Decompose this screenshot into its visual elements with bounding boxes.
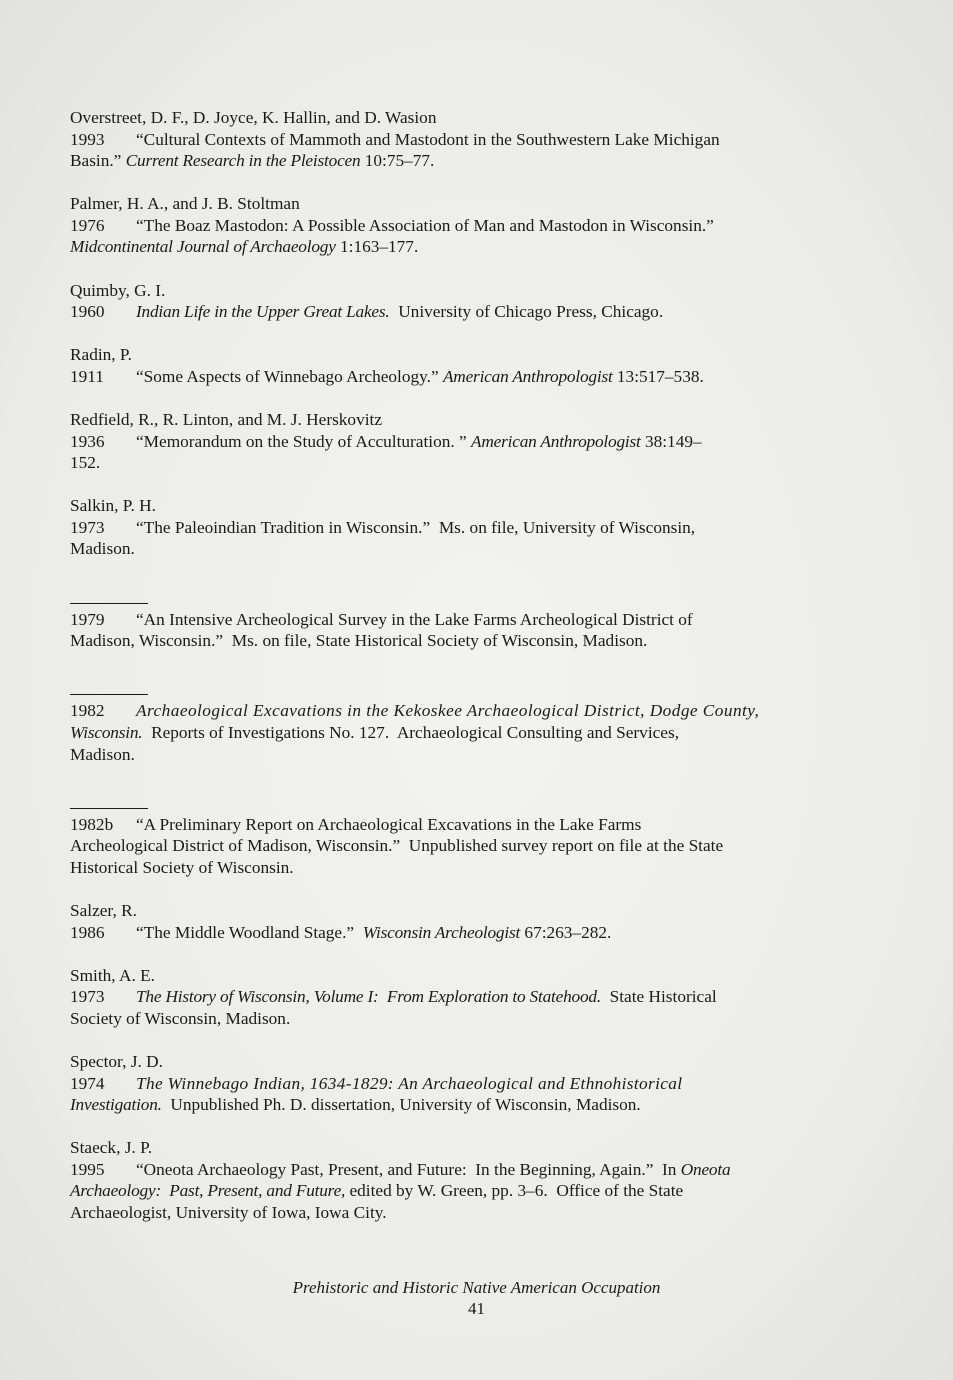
reference-text: University of Chicago Press, Chicago. (389, 302, 664, 322)
reference-text: “Memorandum on the Study of Acculturation. ” (136, 431, 471, 451)
reference-author: Salkin, P. H. (70, 496, 156, 516)
reference-author: Smith, A. E. (70, 965, 155, 985)
reference-year: 1960 (70, 302, 105, 322)
reference-text: Madison, Wisconsin.” Ms. on file, State Historical Society of Wisconsin, Madison. (70, 631, 648, 651)
reference-text: “Oneota Archaeology Past, Present, and Future: In the Beginning, Again.” In (136, 1159, 681, 1179)
reference-entry (70, 1137, 870, 1223)
reference-book-title: The Winnebago Indian, 1634-1829: An Archaeological and Ethnohistorical (136, 1073, 683, 1093)
reference-author: Staeck, J. P. (70, 1138, 153, 1158)
reference-entry (70, 900, 870, 943)
reference-journal: Current Research in the Pleistocen (125, 151, 361, 171)
reference-year: 1973 (70, 987, 105, 1007)
reference-year: 1936 (70, 431, 105, 451)
reference-entry (70, 965, 870, 1030)
footer-title: Prehistoric and Historic Native American Occupation (292, 1278, 661, 1297)
same-author-rule (70, 792, 148, 814)
reference-text: Archeological District of Madison, Wisconsin.” Unpublished survey report on file at the State (70, 836, 724, 856)
reference-book-title: Investigation. (70, 1095, 162, 1115)
reference-journal: Wisconsin Archeologist (362, 922, 521, 942)
reference-text: “A Preliminary Report on Archaeological Excavations in the Lake Farms (136, 814, 642, 834)
reference-text: Basin.” (70, 151, 126, 171)
reference-text: Madison. (70, 539, 135, 559)
reference-text: 10:75–77. (360, 151, 435, 171)
reference-author: Overstreet, D. F., D. Joyce, K. Hallin, and D. Wasion (70, 108, 437, 127)
reference-author: Redfield, R., R. Linton, and M. J. Herskovitz (70, 409, 382, 429)
reference-text: State Historical (601, 987, 717, 1007)
reference-book-title: Archaeological Excavations in the Kekoskee Archaeological District, Dodge County, (136, 701, 760, 721)
reference-author: Palmer, H. A., and J. B. Stoltman (70, 194, 300, 214)
reference-author: Spector, J. D. (70, 1052, 163, 1071)
reference-entry (70, 792, 870, 878)
reference-author: Salzer, R. (70, 901, 137, 921)
reference-entry (70, 587, 870, 652)
reference-entry (70, 107, 870, 172)
reference-text: “The Boaz Mastodon: A Possible Association of Man and Mastodon in Wisconsin.” (136, 215, 714, 235)
reference-year: 1993 (70, 129, 105, 149)
reference-text: edited by W. Green, pp. 3–6. Office of the State (345, 1181, 684, 1201)
reference-year: 1982b (70, 814, 114, 834)
reference-text: 67:263–282. (520, 922, 612, 942)
reference-entry (70, 344, 870, 387)
reference-journal: American Anthropologist (471, 431, 641, 451)
reference-text: “Cultural Contexts of Mammoth and Mastodont in the Southwestern Lake Michigan (136, 129, 720, 149)
reference-book-title: Wisconsin. (70, 722, 143, 742)
reference-author: Quimby, G. I. (70, 280, 166, 300)
reference-text: 38:149– (640, 431, 702, 451)
reference-text: Reports of Investigations No. 127. Archaeological Consulting and Services, (142, 722, 680, 742)
reference-year: 1986 (70, 922, 105, 942)
reference-book-title: Oneota (680, 1159, 731, 1179)
reference-year: 1973 (70, 517, 105, 537)
reference-entry (70, 495, 870, 560)
reference-entry (70, 1051, 870, 1116)
reference-author: Radin, P. (70, 345, 132, 365)
reference-text: Society of Wisconsin, Madison. (70, 1008, 291, 1028)
reference-year: 1979 (70, 609, 105, 629)
reference-year: 1976 (70, 215, 105, 235)
reference-text: 13:517–538. (612, 366, 704, 386)
reference-text: 152. (70, 453, 101, 473)
reference-entry (70, 679, 870, 765)
reference-book-title: Archaeology: Past, Present, and Future, (70, 1181, 346, 1201)
page-number: 41 (468, 1299, 485, 1318)
reference-text: Unpublished Ph. D. dissertation, University of Wisconsin, Madison. (161, 1095, 641, 1115)
reference-journal: Midcontinental Journal of Archaeology (70, 237, 336, 257)
reference-entry (70, 280, 870, 323)
reference-text: “An Intensive Archeological Survey in the Lake Farms Archeological District of (136, 609, 693, 629)
reference-journal: American Anthropologist (442, 366, 613, 386)
reference-text: Archaeologist, University of Iowa, Iowa City. (70, 1203, 387, 1223)
reference-text: 1:163–177. (335, 237, 419, 257)
reference-book-title: The History of Wisconsin, Volume I: From Exploration to Statehood. (136, 987, 601, 1007)
reference-text: Madison. (70, 744, 135, 764)
same-author-rule (70, 679, 148, 701)
reference-year: 1982 (70, 701, 105, 721)
reference-year: 1995 (70, 1159, 105, 1179)
same-author-rule (70, 587, 148, 609)
reference-book-title: Indian Life in the Upper Great Lakes. (136, 302, 390, 322)
reference-list (70, 107, 870, 1224)
reference-text: “The Paleoindian Tradition in Wisconsin.” Ms. on file, University of Wisconsin, (136, 517, 696, 537)
reference-text: “Some Aspects of Winnebago Archeology.” (136, 366, 443, 386)
reference-entry (70, 193, 870, 258)
reference-entry (70, 409, 870, 474)
reference-text: “The Middle Woodland Stage.” (136, 922, 363, 942)
reference-year: 1911 (70, 366, 104, 386)
page-footer (0, 1277, 953, 1319)
reference-text: Historical Society of Wisconsin. (70, 857, 294, 877)
reference-year: 1974 (70, 1073, 105, 1093)
